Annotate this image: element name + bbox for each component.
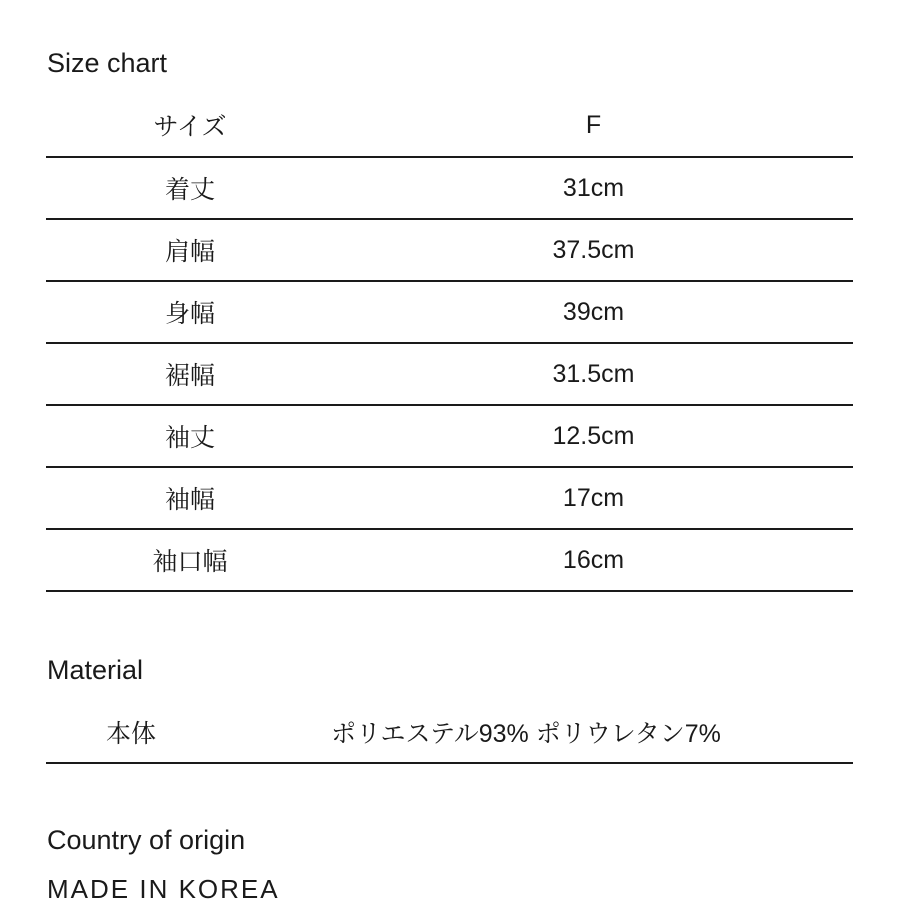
row-value: 12.5cm xyxy=(552,421,635,450)
table-row xyxy=(46,282,853,344)
row-value: 31.5cm xyxy=(552,359,635,388)
row-label: 裾幅 xyxy=(164,362,215,390)
size-chart-title: Size chart xyxy=(47,48,168,78)
row-label: 肩幅 xyxy=(164,238,215,266)
row-value: 37.5cm xyxy=(552,235,635,264)
size-header-label: サイズ xyxy=(153,113,227,141)
material-value: ポリエステル93% ポリウレタン7% xyxy=(331,720,721,748)
table-row xyxy=(46,344,853,406)
table-row xyxy=(46,220,853,282)
row-label: 身幅 xyxy=(164,300,215,328)
row-value: 16cm xyxy=(562,545,625,574)
material-title: Material xyxy=(47,655,144,685)
size-header-row xyxy=(46,94,853,158)
row-label: 袖口幅 xyxy=(152,548,228,576)
country-of-origin-title: Country of origin xyxy=(47,825,246,855)
country-of-origin-value: MADE IN KOREA xyxy=(47,874,280,904)
row-value: 39cm xyxy=(562,297,625,326)
row-label: 袖丈 xyxy=(164,424,215,452)
row-value: 31cm xyxy=(562,173,625,202)
material-label: 本体 xyxy=(105,720,156,748)
table-row xyxy=(46,406,853,468)
size-header-value: F xyxy=(585,110,602,139)
row-value: 17cm xyxy=(562,483,625,512)
table-row xyxy=(46,530,853,592)
table-row xyxy=(46,468,853,530)
size-chart-table xyxy=(46,94,853,592)
row-label: 着丈 xyxy=(164,176,215,204)
table-row xyxy=(46,158,853,220)
material-row xyxy=(46,702,853,764)
row-label: 袖幅 xyxy=(164,486,215,514)
